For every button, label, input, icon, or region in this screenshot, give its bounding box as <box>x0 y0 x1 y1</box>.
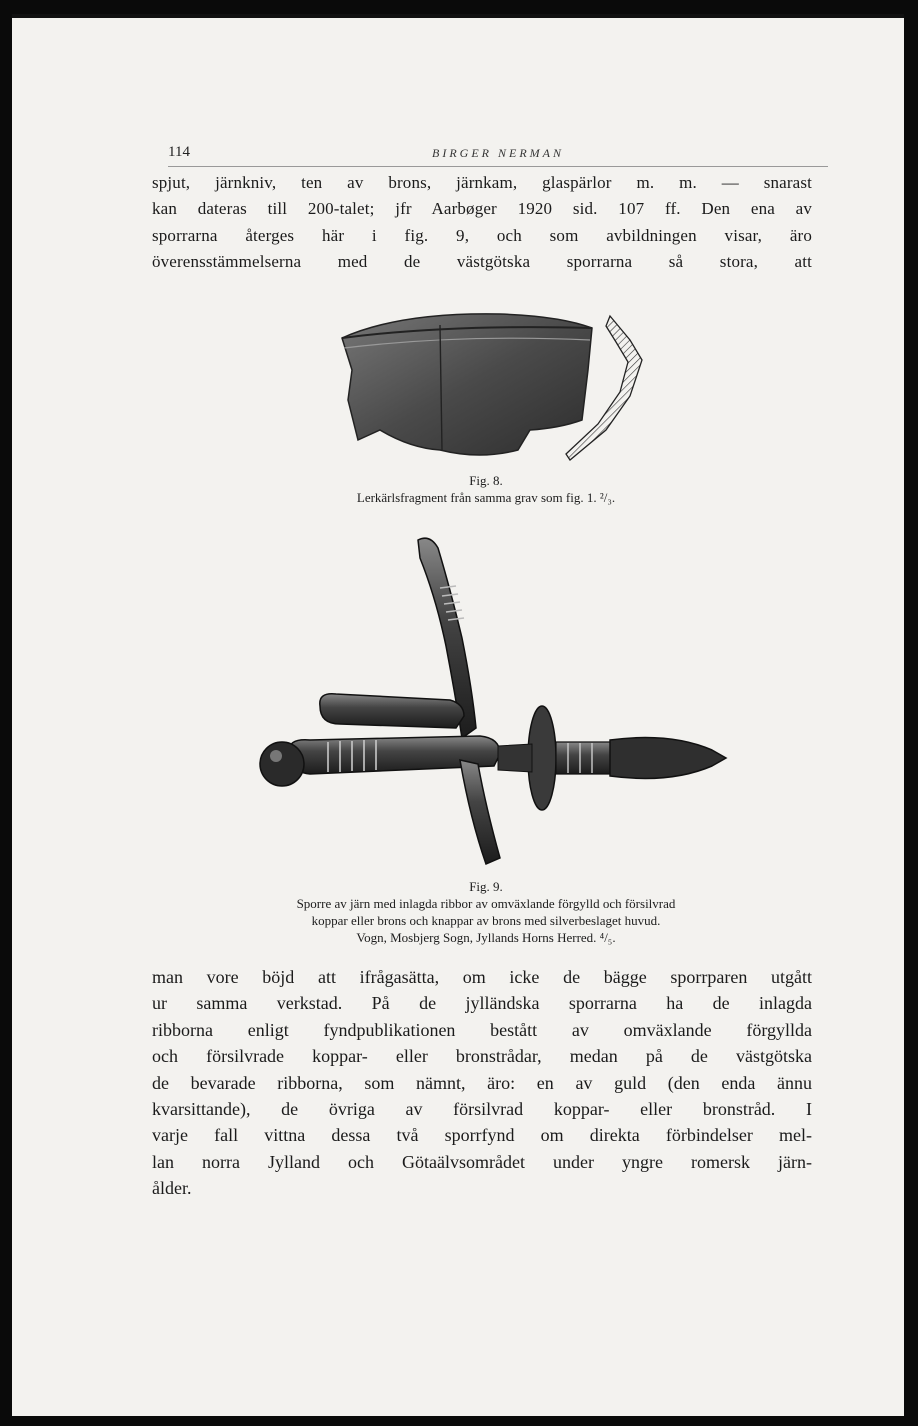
text-line: ålder. <box>152 1178 192 1199</box>
text-line: överensstämmelserna med de västgötska sporrarna så stora, att <box>152 252 812 272</box>
text-line: ribborna enligt fyndpublikationen bestått av omväxlande förgyllda <box>152 1019 812 1040</box>
text-line: och försilvrade koppar- eller bronstrådar, medan på de västgötska <box>152 1046 812 1067</box>
text-line: kan dateras till 200-talet; jfr Aarbøger 1920 sid. 107 ff. Den ena av <box>152 199 812 219</box>
text-line: sporrarna återges här i fig. 9, och som avbildningen visar, äro <box>152 225 812 245</box>
spur-lower-arm <box>460 760 500 864</box>
body-paragraph-bottom <box>152 964 812 1202</box>
spur-prick <box>610 738 726 779</box>
text-line: man vore böjd att ifrågasätta, om icke de bägge sporrparen utgått <box>152 967 812 987</box>
caption-line: koppar eller brons och knappar av brons med silverbeslaget huvud. <box>311 913 661 928</box>
text-line: ur samma verkstad. På de jylländska sporrarna ha de inlagda <box>152 993 812 1014</box>
caption-line: Sporre av järn med inlagda ribbor av omväxlande förgylld och försilvrad <box>296 896 676 911</box>
pottery-sherd <box>342 314 592 455</box>
text-line: spjut, järnkniv, ten av brons, järnkam, glaspärlor m. m. — snarast <box>152 173 812 192</box>
text-line: lan norra Jylland och Götaälvsområdet under yngre romersk järn- <box>152 1151 812 1172</box>
figure-label: Fig. 9. <box>469 879 503 894</box>
caption-text: Lerkärlsfragment från samma grav som fig. 1. ²/₃. <box>356 490 616 505</box>
figure-8-pottery-fragment <box>330 300 660 470</box>
caption-line: Vogn, Mosbjerg Sogn, Jyllands Horns Herred. ⁴/₅. <box>356 930 616 945</box>
page-header <box>168 142 828 167</box>
figure-9-caption <box>152 878 820 946</box>
text-line: de bevarade ribborna, som nämnt, äro: en av guld (den enda ännu <box>152 1072 812 1093</box>
running-head: BIRGER NERMAN <box>432 146 564 160</box>
spur-knob <box>260 742 304 786</box>
figure-9-iron-spur <box>250 528 730 878</box>
figure-label: Fig. 8. <box>469 473 503 488</box>
spur-side-arm <box>320 694 464 728</box>
page-number: 114 <box>168 144 190 160</box>
figure-8-caption <box>152 472 820 506</box>
text-line: varje fall vittna dessa två sporrfynd om direkta förbindelser mel- <box>152 1125 812 1146</box>
text-line: kvarsittande), de övriga av försilvrad koppar- eller bronstråd. I <box>152 1099 812 1120</box>
body-paragraph-top <box>152 170 812 276</box>
